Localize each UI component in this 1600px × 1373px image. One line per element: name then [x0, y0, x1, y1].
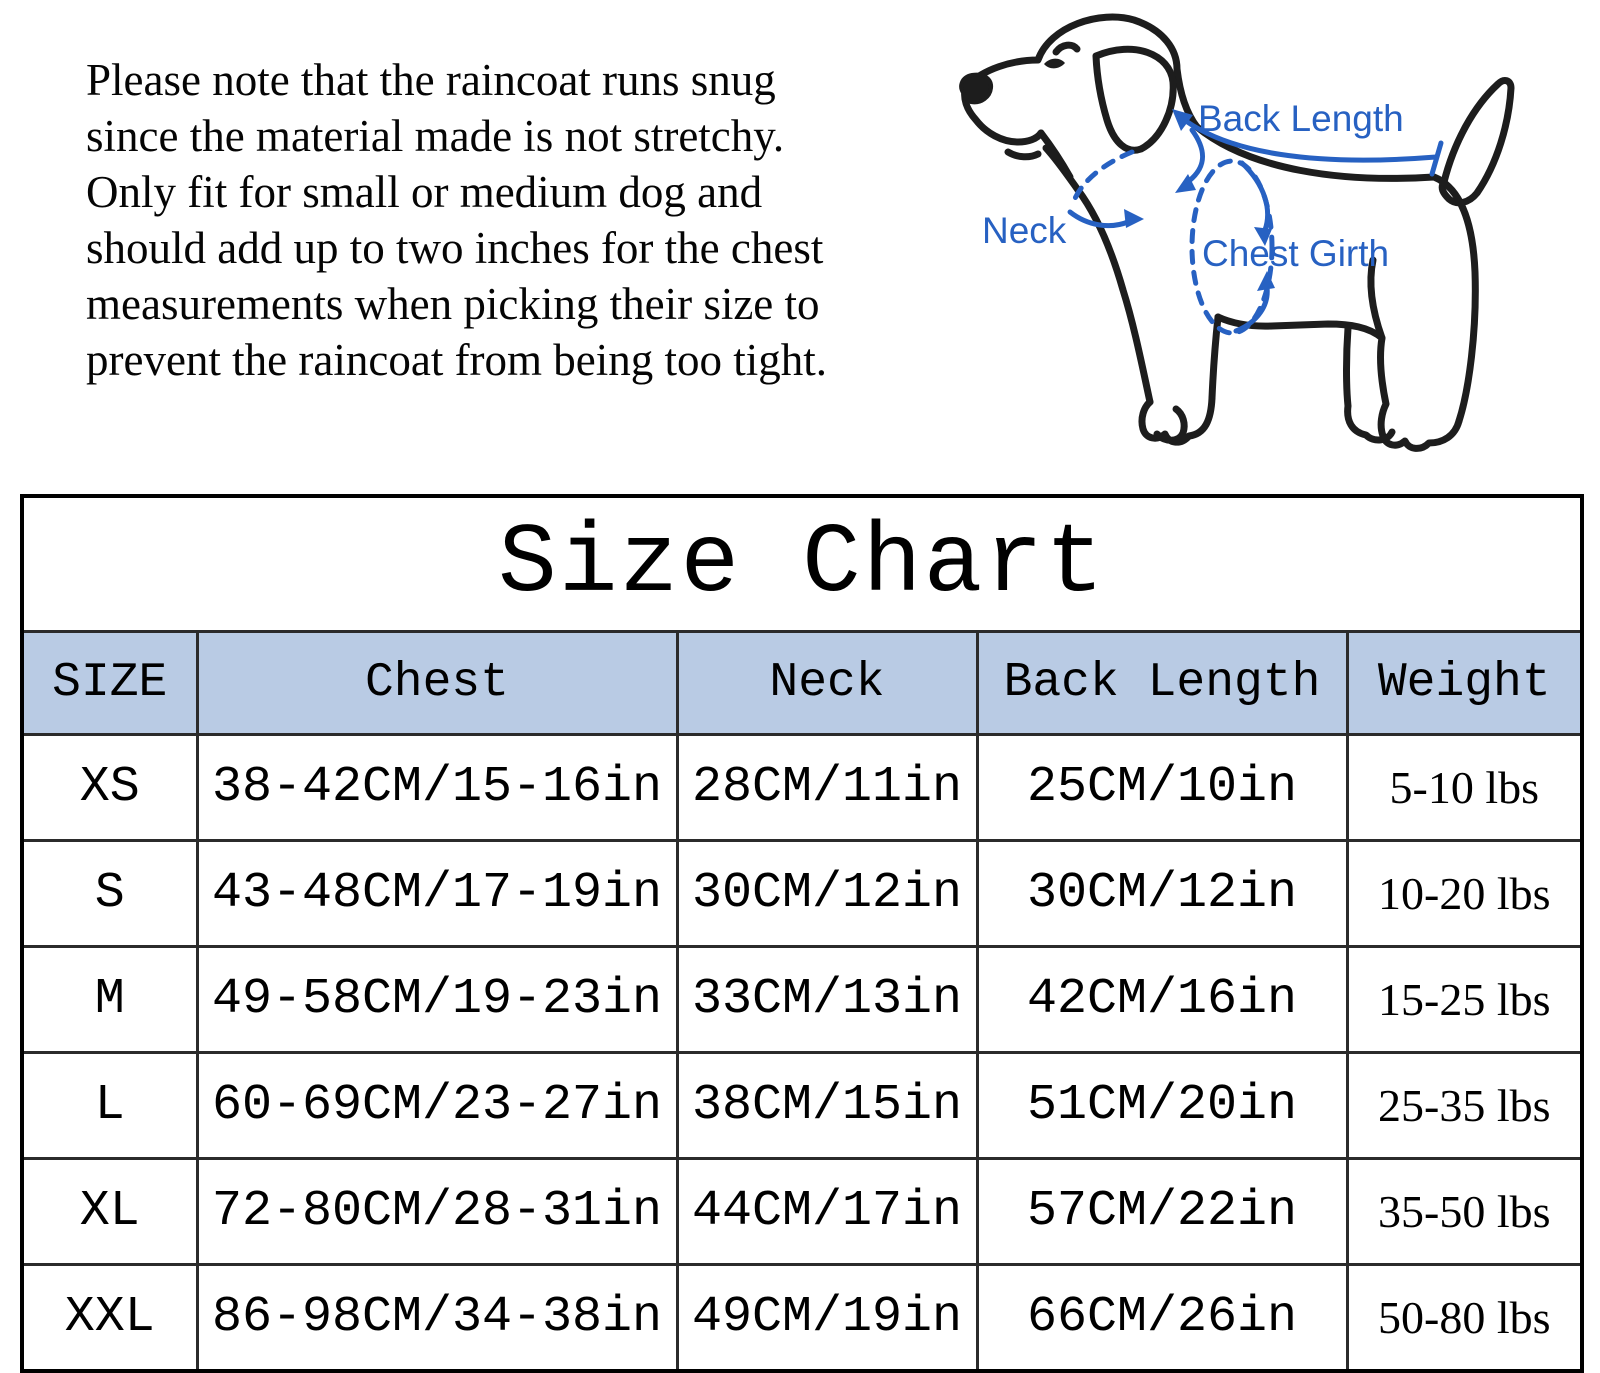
dog-nose [961, 75, 991, 103]
col-header-size: SIZE [22, 632, 197, 735]
neck-cell: 38CM/15in [677, 1053, 977, 1159]
chest-cell: 60-69CM/23-27in [197, 1053, 677, 1159]
table-row-xxl [22, 1265, 1582, 1372]
chest-cell: 86-98CM/34-38in [197, 1265, 677, 1372]
weight-cell: 5-10 lbs [1347, 735, 1582, 841]
col-header-neck: Neck [677, 632, 977, 735]
weight-cell: 50-80 lbs [1347, 1265, 1582, 1372]
size-cell: S [22, 841, 197, 947]
dog-eye [1044, 59, 1065, 69]
col-header-weight: Weight [1347, 632, 1582, 735]
fit-note-line: prevent the raincoat from being too tight. [86, 335, 828, 385]
neck-cell: 28CM/11in [677, 735, 977, 841]
col-header-back-length: Back Length [977, 632, 1347, 735]
neck-cell: 30CM/12in [677, 841, 977, 947]
chest-girth-top-arc [1242, 163, 1268, 230]
neck-cell: 49CM/19in [677, 1265, 977, 1372]
dog-measurement-diagram [920, 0, 1600, 487]
dog-ear [1096, 49, 1173, 150]
back-length-cell: 57CM/22in [977, 1159, 1347, 1265]
size-cell: XXL [22, 1265, 197, 1372]
fit-note-line: since the material made is not stretchy. [86, 111, 785, 161]
table-title: Size Chart [22, 496, 1582, 632]
fit-note-line: Please note that the raincoat runs snug [86, 55, 776, 105]
back-length-cell: 66CM/26in [977, 1265, 1347, 1372]
back-length-cell: 42CM/16in [977, 947, 1347, 1053]
table-row-m [22, 947, 1582, 1053]
size-cell: XS [22, 735, 197, 841]
size-cell: M [22, 947, 197, 1053]
chest-cell: 72-80CM/28-31in [197, 1159, 677, 1265]
fit-note-line: should add up to two inches for the chest [86, 223, 824, 273]
fit-note [86, 52, 926, 388]
table-row-xl [22, 1159, 1582, 1265]
table-row-xs [22, 735, 1582, 841]
neck-arrowhead [1124, 209, 1144, 228]
back-length-cell: 51CM/20in [977, 1053, 1347, 1159]
neck-cell: 44CM/17in [677, 1159, 977, 1265]
weight-cell: 10-20 lbs [1347, 841, 1582, 947]
dog-tail [1442, 81, 1511, 203]
chest-cell: 49-58CM/19-23in [197, 947, 677, 1053]
size-cell: L [22, 1053, 197, 1159]
neck-label: Neck [982, 210, 1067, 251]
table-row-l [22, 1053, 1582, 1159]
chest-cell: 43-48CM/17-19in [197, 841, 677, 947]
fit-note-line: measurements when picking their size to [86, 279, 820, 329]
weight-cell: 15-25 lbs [1347, 947, 1582, 1053]
chest-girth-label: Chest Girth [1202, 233, 1390, 274]
weight-cell: 35-50 lbs [1347, 1159, 1582, 1265]
weight-cell: 25-35 lbs [1347, 1053, 1582, 1159]
table-header-row [22, 632, 1582, 735]
back-length-cell: 25CM/10in [977, 735, 1347, 841]
chest-cell: 38-42CM/15-16in [197, 735, 677, 841]
fit-note-line: Only fit for small or medium dog and [86, 167, 763, 217]
table-title-row [22, 496, 1582, 632]
back-length-label: Back Length [1198, 98, 1404, 139]
size-cell: XL [22, 1159, 197, 1265]
back-length-cell: 30CM/12in [977, 841, 1347, 947]
col-header-chest: Chest [197, 632, 677, 735]
size-chart-table [20, 494, 1584, 1373]
neck-cell: 33CM/13in [677, 947, 977, 1053]
table-row-s [22, 841, 1582, 947]
